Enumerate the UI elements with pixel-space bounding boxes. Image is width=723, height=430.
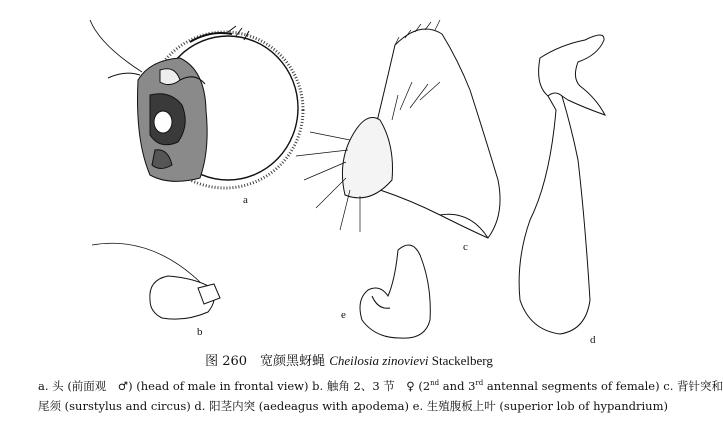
- panel-b-antenna-drawing: [92, 243, 220, 319]
- figure-caption-title: [0, 353, 698, 370]
- legend-item-e: e. 生殖腹板上叶 (superior lob of hypandrium): [412, 399, 668, 413]
- caption-author: Stackelberg: [428, 353, 493, 368]
- legend-item-b: b. 触角 2、3 节 ♀ (2nd and 3rd antennal segments of female): [312, 379, 660, 393]
- panel-label-c: c: [463, 241, 468, 253]
- panel-label-d: d: [590, 334, 596, 346]
- legend-item-c-start: c. 背针突和: [663, 379, 723, 393]
- panel-label-e: e: [341, 309, 346, 321]
- panel-e-hypandrium-drawing: [360, 245, 430, 338]
- panel-d-aedeagus-drawing: [519, 35, 605, 334]
- legend-item-c-end: 尾须 (surstylus and circus): [38, 399, 191, 413]
- panel-label-b: b: [197, 326, 203, 338]
- caption-prefix: 图 260 宽颜黑蚜蝇: [205, 354, 330, 369]
- legend-line-2: [38, 398, 688, 414]
- caption-species-name: Cheilosia zinovievi: [329, 353, 429, 368]
- legend-item-a: a. 头 (前面观 ♂) (head of male in frontal view): [38, 379, 309, 393]
- legend-item-d: d. 阳茎内突 (aedeagus with apodema): [194, 399, 409, 413]
- legend-line-1: [38, 378, 723, 394]
- panel-label-a: a: [243, 194, 248, 206]
- panel-a-head-drawing: [90, 20, 303, 188]
- panel-c-surstylus-drawing: [296, 20, 500, 238]
